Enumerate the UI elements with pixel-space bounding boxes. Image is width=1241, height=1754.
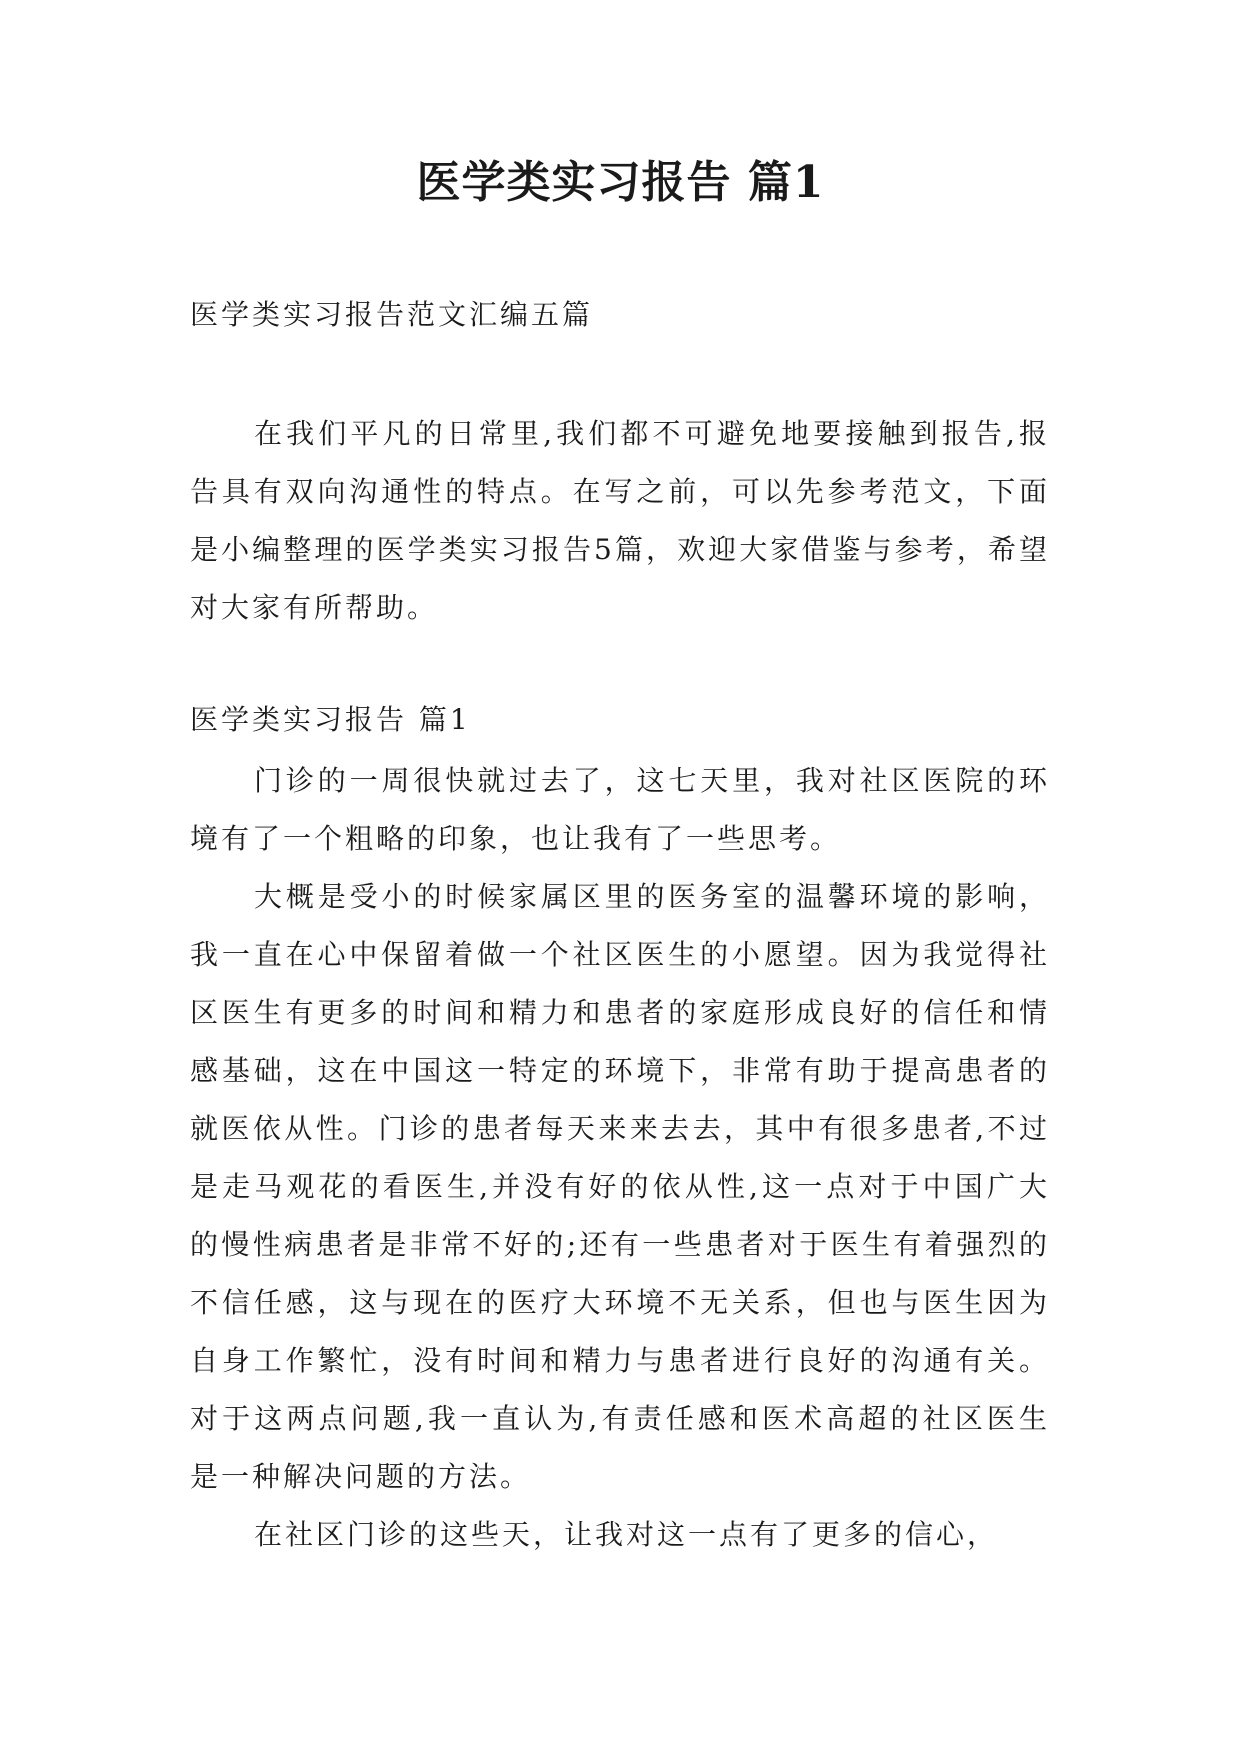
- body-paragraph: 门诊的一周很快就过去了，这七天里，我对社区医院的环境有了一个粗略的印象，也让我有了一些思考。: [190, 764, 1050, 855]
- section-heading: 医学类实习报告 篇1: [190, 703, 471, 736]
- body-paragraph: 在社区门诊的这些天，让我对这一点有了更多的信心，: [254, 1518, 999, 1551]
- document-title: 医学类实习报告 篇1: [416, 157, 825, 208]
- section-body: [190, 752, 1050, 1564]
- body-paragraph: 大概是受小的时候家属区里的医务室的温馨环境的影响，我一直在心中保留着做一个社区医生的小愿望。因为我觉得社区医生有更多的时间和精力和患者的家庭形成良好的信任和情感基础，这在中国这一特定的环境下，非常有助于提高患者的就医依从性。门诊的患者每天来来去去，其中有很多患者,不过是走马观花的看医生,并没有好的依从性,这一点对于中国广大的慢性病患者是非常不好的;还有一些患者对于医生有着强烈的不信任感，这与现在的医疗大环境不无关系，但也与医生因为自身工作繁忙，没有时间和精力与患者进行良好的沟通有关。对于这两点问题,我一直认为,有责任感和医术高超的社区医生是一种解决问题的方法。: [190, 880, 1050, 1493]
- document-subtitle: 医学类实习报告范文汇编五篇: [190, 298, 594, 331]
- intro-paragraph: 在我们平凡的日常里,我们都不可避免地要接触到报告,报告具有双向沟通性的特点。在写之前，可以先参考范文，下面是小编整理的医学类实习报告5篇，欢迎大家借鉴与参考，希望对大家有所帮助。: [190, 417, 1050, 624]
